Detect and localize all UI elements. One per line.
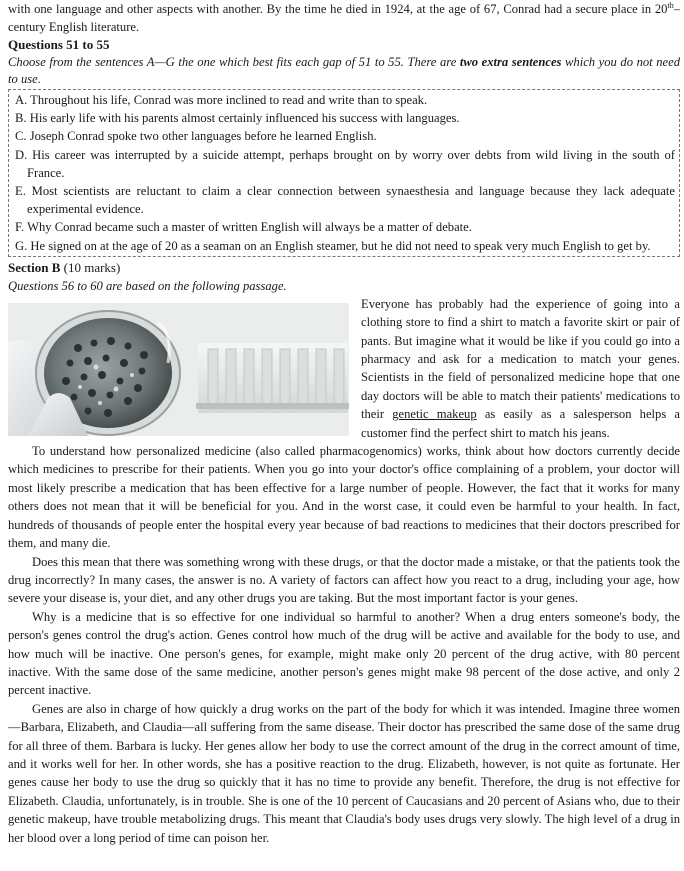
paragraph-text: Everyone has probably had the experience of going into a clothing store to find a shirt to match a favorite skirt or pair of pants. But imagine what it would be like if you could go into a pharmacy and ask for a medication to match your genes. Scientists in the field of personalized medicine hope that one day doctors will be able to match their patients' medications to their [361, 296, 680, 422]
instruction-text: Choose from the sentences A—G the one which best fits each gap of 51 to 55. There are [8, 55, 460, 69]
option-text: His career was interrupted by a suicide attempt, perhaps brought on by worry over debts from wild living in the south of France. [27, 147, 675, 180]
section-b-heading [8, 259, 680, 277]
option-text: He signed on at the age of 20 as a seaman on an English steamer, but he did not need to speak very much English to get by. [30, 238, 651, 253]
intro-text: with one language and other aspects with another. By the time he died in 1924, at the age of 67, Conrad had a secure place in 20 [8, 2, 668, 16]
passage-paragraph-4: Why is a medicine that is so effective for one individual so harmful to another? When a drug enters someone's body, the person's genes control the drug's action. Genes control how much of the drug will be active and available for the body to use, and how much will be inactive. One person's genes, for example, might make only 20 percent of the drug active, with 80 percent inactive. With the same dose of the same medicine, another person's genes might make 98 percent of the dose active, and only 2 percent inactive. [8, 609, 680, 698]
option-text: Joseph Conrad spoke two other languages before he learned English. [29, 129, 377, 144]
passage-paragraph-2: To understand how personalized medicine (also called pharmacogenomics) works, think about how doctors currently decide which medicines to prescribe for their patients. When you go into your doctor's office complaining of a problem, your doctor will most likely prescribe a medication that has been effective for a large number of people. However, the fact that it works for many others does not mean that it will be beneficial for you. And in the worst case, it could even be harmful to your health. In fact, hundreds of thousands of people enter the hospital every year because of bad reactions to medicines that their doctors prescribed for them, and many die. [8, 444, 680, 551]
option-letter: D. [15, 147, 28, 162]
instruction-text-end: which you do not need to use. [8, 55, 681, 86]
option-letter: C. [15, 129, 27, 144]
options-box [8, 89, 680, 257]
option-item [15, 91, 675, 109]
petri-dish-illustration [8, 303, 349, 436]
option-letter: F. [15, 220, 25, 235]
option-item [15, 146, 675, 182]
section-title: Section B [8, 259, 61, 275]
instruction-emphasis: two extra sentences [459, 55, 562, 69]
questions-instruction [8, 54, 680, 88]
option-letter: E. [15, 184, 26, 199]
document-page [8, 0, 680, 871]
petri-dish-photo [8, 303, 349, 436]
option-item [15, 218, 675, 236]
ordinal-suffix: th [667, 0, 674, 10]
previous-passage-ending [8, 0, 680, 36]
option-item [15, 109, 675, 127]
option-letter: B. [15, 111, 27, 126]
passage-paragraph-5: Genes are also in charge of how quickly a drug works on the part of the body for which it was intended. Imagine three women—Barbara, Elizabeth, and Claudia—all suffering from the same disease. Their doctor has prescribed the same dose of the same drug for all three of them. Barbara is lucky. Her genes allow her body to use the correct amount of the drug in the correct amount of time, and it works well for her. In other words, she has a positive reaction to the drug. Elizabeth, however, is not quite as fortunate. Her genes cause her body to use the drug so quickly that it has no time to provide any benefit. Therefore, the drug is not effective for Elizabeth. Claudia, unfortunately, is in trouble. She is one of the 10 percent of Caucasians and 20 percent of Asians who, due to their genetic makeup, have trouble metabolizing drugs. This meant that Claudia's body uses drugs very slowly. The high level of a drug in her blood over a long period of time can poison her. [8, 701, 680, 845]
option-item [15, 182, 675, 218]
section-marks: (10 marks) [60, 259, 121, 275]
underlined-phrase: genetic makeup [392, 407, 477, 422]
option-letter: G. [15, 238, 28, 253]
passage-paragraph-3: Does this mean that there was something wrong with these drugs, or that the doctor made a mistake, or that the patients took the drug incorrectly? In many cases, the answer is no. A variety of factors can affect how you react to a drug, including your age, how severe your disease is, your diet, and any other drugs you are taking. But the most important factor is your genes. [8, 554, 680, 606]
option-item [15, 127, 675, 145]
option-text: Why Conrad became such a master of written English will always be a matter of debate. [27, 220, 472, 235]
option-text: His early life with his parents almost certainly influenced his success with languages. [29, 111, 460, 126]
section-b-intro: Questions 56 to 60 are based on the following passage. [8, 278, 287, 293]
option-item [15, 237, 675, 255]
option-letter: A. [15, 93, 28, 107]
intro-text-end: –century English literature. [8, 2, 680, 34]
questions-heading: Questions 51 to 55 [8, 37, 110, 52]
option-text: Most scientists are reluctant to claim a clear connection between synaesthesia and language because they lack adequate experimental evidence. [27, 184, 675, 217]
option-text: Throughout his life, Conrad was more inclined to read and write than to speak. [30, 93, 428, 107]
paragraph-text-end: as easily as a salesperson helps a customer find the perfect shirt to match his jeans. [361, 407, 680, 440]
